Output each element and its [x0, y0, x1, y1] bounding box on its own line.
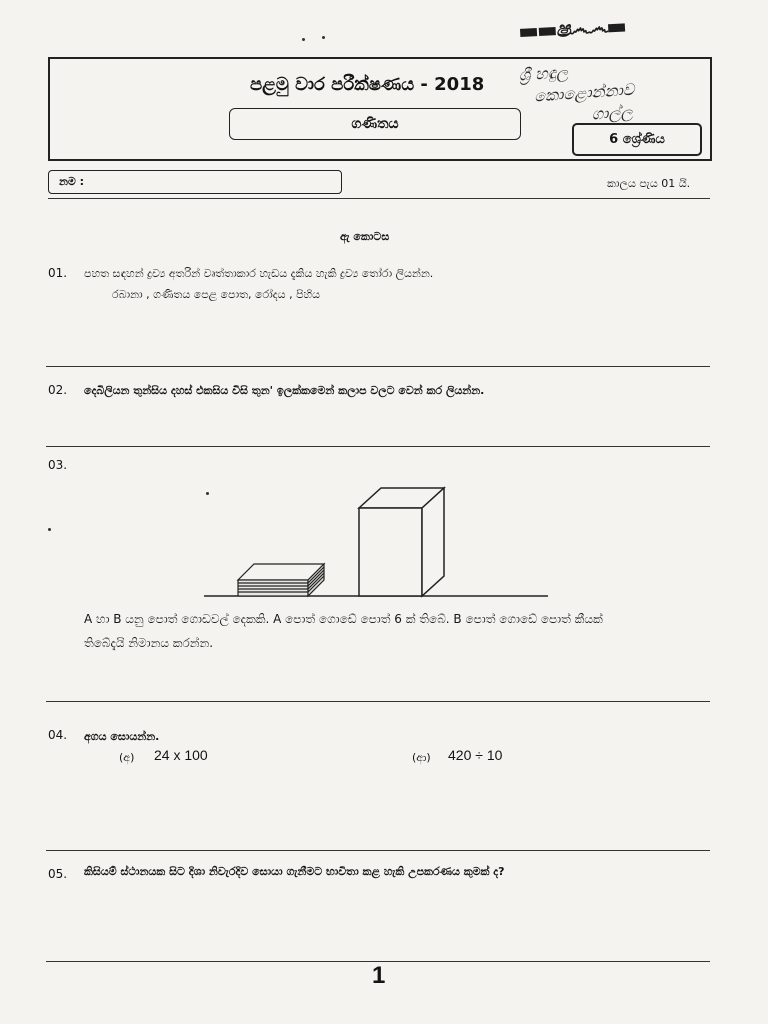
- part-expression: 24 x 100: [154, 747, 208, 763]
- scan-speck: [48, 528, 51, 531]
- book-stack-b: [359, 488, 444, 596]
- question-number: 01.: [48, 266, 68, 280]
- answer-line: [46, 446, 710, 447]
- question-text: [84, 607, 603, 655]
- question-items: රබානා , ගණිතය පෙළ පොත, රෝදය , පිහිය: [112, 288, 321, 301]
- answer-line: [46, 366, 710, 367]
- scan-speck: [206, 492, 209, 495]
- grade-label: 6 ශ්‍රේණිය: [572, 123, 702, 156]
- scan-speck: [302, 38, 305, 41]
- question-text: පහත සඳහන් ද්‍රව්‍ය අතරින් වෘත්තාකාර හැඩය දැකිය හැකි ද්‍රව්‍ය තෝරා ලියන්න.: [84, 267, 434, 280]
- section-title: ඇ කොටස: [340, 230, 390, 243]
- page-number: 1: [372, 962, 386, 989]
- scan-speck: [322, 36, 325, 39]
- answer-line: [46, 850, 710, 851]
- handwritten-note-line: කොළොන්නාව: [533, 79, 635, 106]
- question-number: 03.: [48, 458, 68, 472]
- question-text: දෙබිලියන තුන්සිය දහස් එකසිය විසි තුන' ඉලක්කමෙන් කලාප වලට වෙන් කර ලියන්න.: [84, 384, 485, 397]
- book-stacks-figure: [190, 480, 560, 605]
- part-label: (ආ): [412, 751, 431, 764]
- name-field[interactable]: නම :: [48, 170, 342, 194]
- header-divider: [48, 198, 710, 199]
- question-text: කිසියම් ස්ථානයක සිට දිශා නිවැරදිව සොයා ගැනීමට භාවිතා කළ හැකි උපකරණය කුමක් ද?: [84, 865, 505, 878]
- part-label: (අ): [119, 751, 135, 764]
- exam-title: පළමු වාර පරීක්ෂණය - 2018: [250, 74, 485, 95]
- question-text: අගය සොයන්න.: [84, 730, 160, 743]
- question-text-line: A හා B යනු පොත් ගොඩවල් දෙකකි. A පොත් ගොඩේ පොත් 6 ක් තිබේ. B පොත් ගොඩේ පොත් කීයක්: [84, 612, 603, 626]
- question-text-line: තිබේදැයි නිමානය කරන්න.: [84, 636, 214, 650]
- time-label: කාලය පැය 01 යි.: [607, 177, 691, 190]
- book-stack-a: [238, 564, 324, 596]
- crossed-out-handwriting: ▬▬ෂ෴෴▬: [517, 13, 626, 45]
- subject-label: ගණිතය: [229, 108, 521, 140]
- handwritten-note-line: ශ්‍රී හඳුල: [517, 62, 569, 85]
- answer-line: [46, 701, 710, 702]
- question-number: 04.: [48, 728, 68, 742]
- part-expression: 420 ÷ 10: [448, 747, 503, 763]
- question-number: 02.: [48, 383, 68, 397]
- handwritten-note-line: ගාල්ල: [590, 101, 634, 124]
- question-number: 05.: [48, 867, 68, 881]
